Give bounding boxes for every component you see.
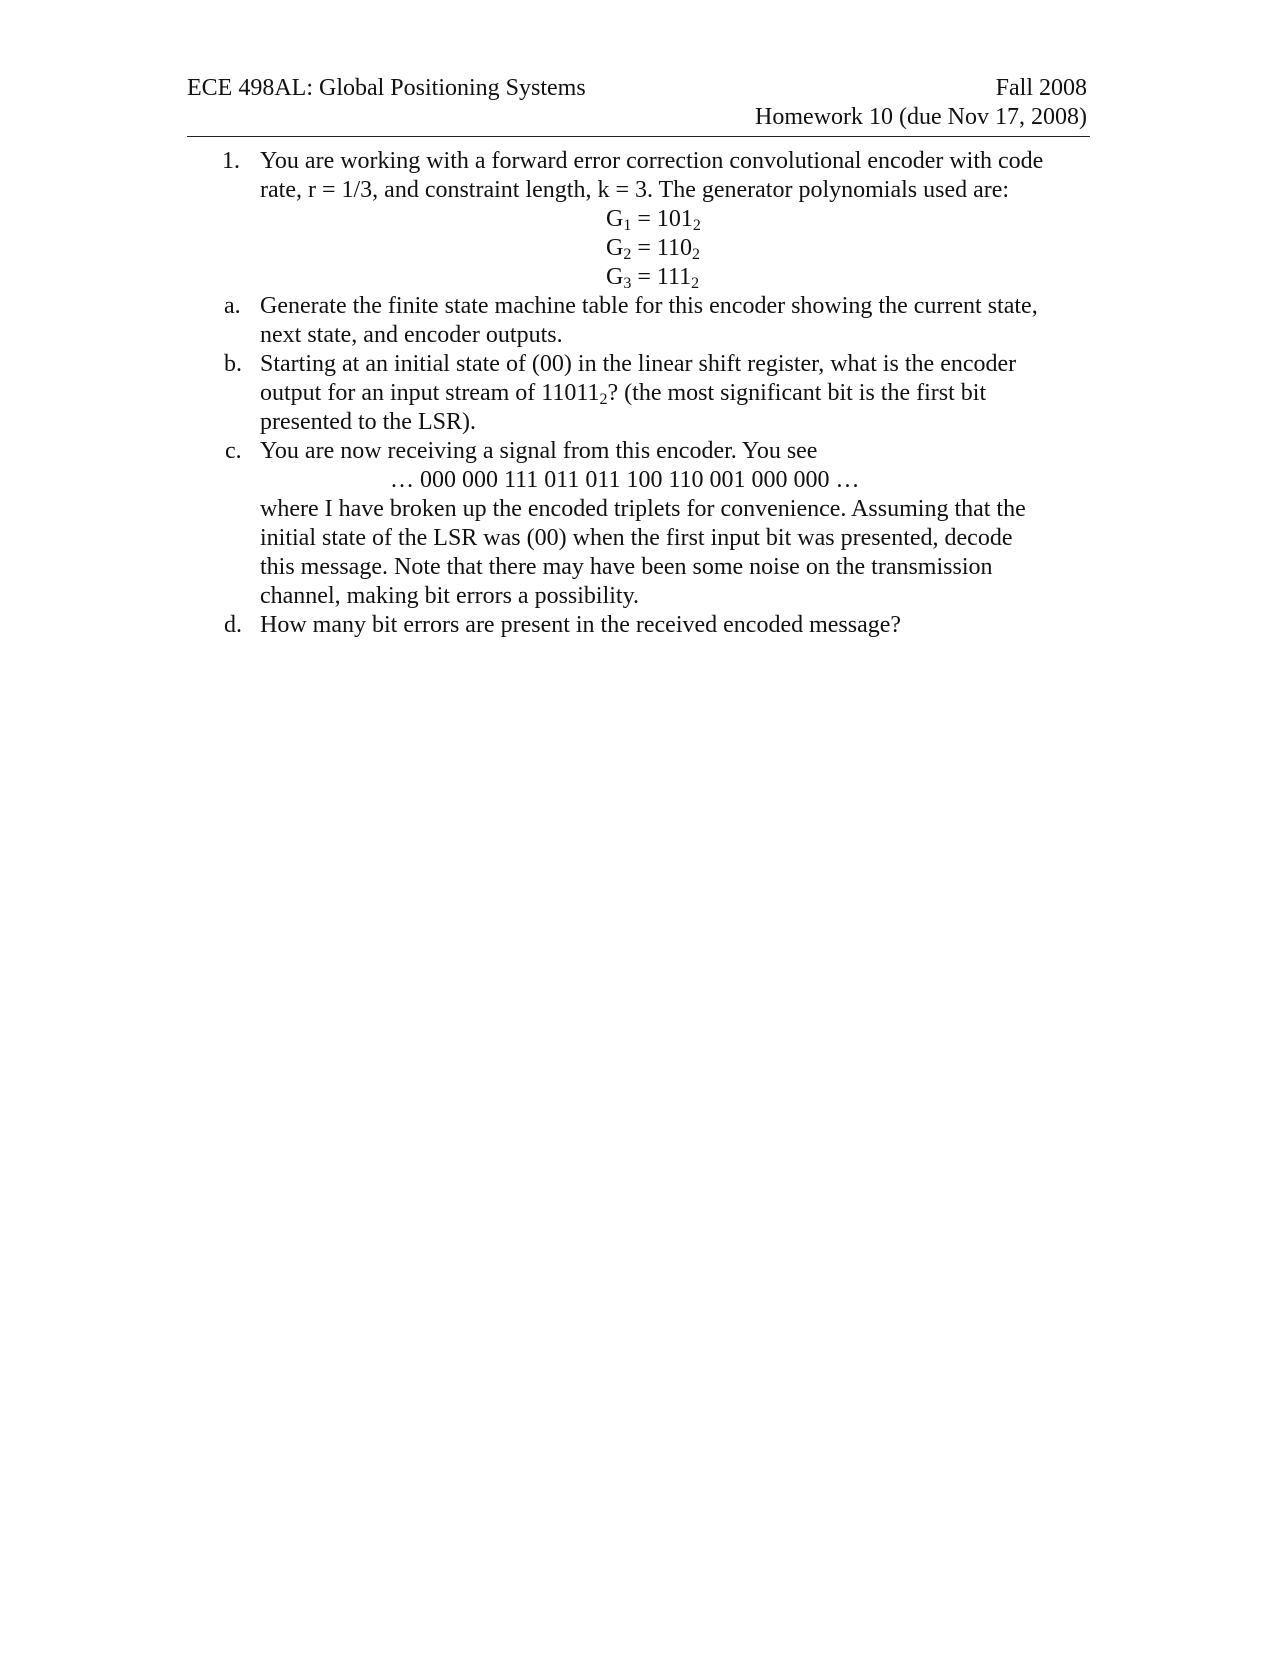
part-c-line-1: You are now receiving a signal from this encoder. You see — [260, 438, 818, 464]
part-d-line-1: How many bit errors are present in the received encoded message? — [260, 612, 902, 638]
generator-g3: $G_3 = 111_2$ — [606, 264, 700, 292]
generator-g2: $G_2 = 110_2$ — [606, 235, 700, 263]
part-c-line-5: this message. Note that there may have been some noise on the transmission — [260, 554, 993, 580]
course-title: ECE 498AL: Global Positioning Systems — [187, 75, 586, 101]
term: Fall 2008 — [995, 75, 1087, 101]
intro-line-1: You are working with a forward error correction convolutional encoder with code — [260, 148, 1044, 174]
part-b-line-2: output for an input stream of $11011_2$? (the most significant bit is the first bit — [260, 380, 987, 408]
homework-title: Homework 10 (due Nov 17, 2008) — [755, 104, 1087, 130]
problem-number: 1. — [222, 148, 240, 174]
part-a-marker: a. — [224, 293, 241, 319]
part-b-line-1: Starting at an initial state of (00) in the linear shift register, what is the encoder — [260, 351, 1017, 377]
part-a-line-1: Generate the finite state machine table for this encoder showing the current state, — [260, 293, 1038, 319]
received-sequence: … 000 000 111 011 011 100 110 001 000 000 … — [390, 467, 860, 493]
part-c-line-3: where I have broken up the encoded triplets for convenience. Assuming that the — [260, 496, 1026, 522]
part-a-line-2: next state, and encoder outputs. — [260, 322, 563, 348]
intro-line-2: rate, r = 1/3, and constraint length, k = 3. The generator polynomials used are: — [260, 177, 1010, 203]
generator-g1: $G_1 = 101_2$ — [606, 206, 701, 234]
page-header — [187, 74, 1090, 137]
part-b-marker: b. — [224, 351, 242, 377]
part-c-marker: c. — [225, 438, 242, 464]
part-d-marker: d. — [224, 612, 242, 638]
part-c-line-6: channel, making bit errors a possibility. — [260, 583, 640, 609]
part-b-line-3: presented to the LSR). — [260, 409, 476, 435]
part-c-line-4: initial state of the LSR was (00) when the first input bit was presented, decode — [260, 525, 1013, 551]
